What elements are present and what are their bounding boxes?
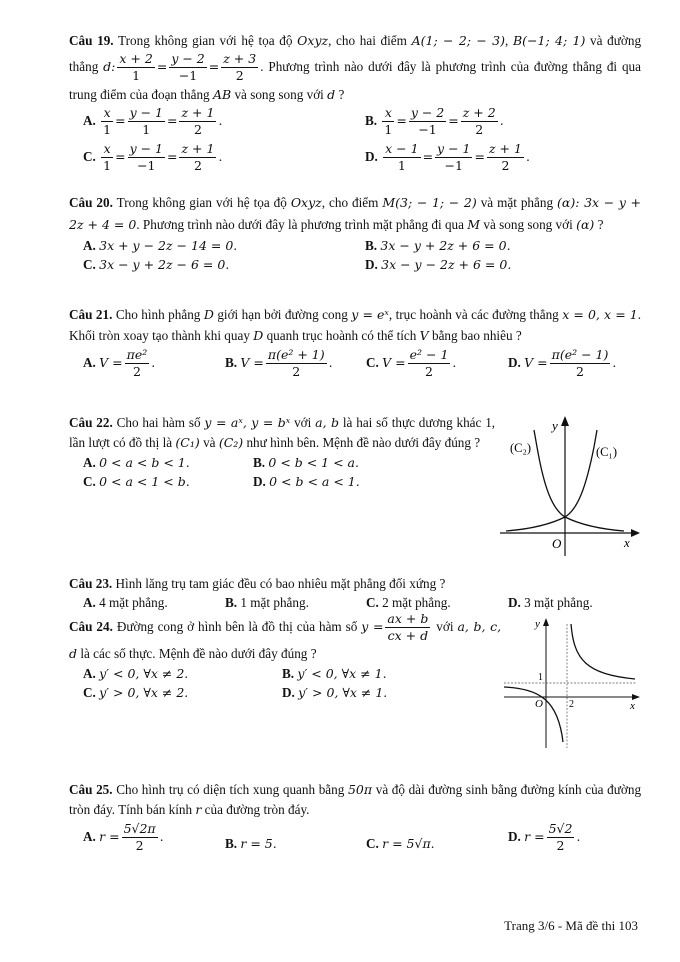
answer-options <box>69 236 641 276</box>
question-23: Câu 23. Hình lăng trụ tam giác đều có bao nhiêu mặt phẳng đối xứng ? A. 4 mặt phẳng. B. 1 mặt phẳng. C. 2 mặt phẳng. D. 3 mặt phẳng. <box>69 574 641 613</box>
question-number: Câu 22. <box>69 415 113 430</box>
option-c[interactable]: C. 2 mặt phẳng. <box>366 595 451 611</box>
question-25: Câu 25. Cho hình trụ có diện tích xung quanh bằng 50π và độ dài đường sinh bằng đường kính của đường tròn đáy. Tính bán kính r của đường tròn đáy. A. r = $\frac{5√2\pi}{2}$ . B. r = 5. C. r = 5√π. D. r = $\frac{5√2}{2}$ . <box>69 780 641 864</box>
answer-options <box>69 106 641 178</box>
origin-label: O <box>535 698 543 710</box>
rational-graph <box>500 612 644 750</box>
option-b[interactable]: B. 1 mặt phẳng. <box>225 595 309 611</box>
question-number: Câu 25. <box>69 782 113 797</box>
fraction: $\frac{\text{πe²}}{2}$ <box>126 347 148 380</box>
x-label: x <box>630 700 635 712</box>
option-b[interactable]: B. 0 < b < 1 < a. <box>253 455 359 470</box>
question-22: Câu 22. Cho hai hàm số y = aˣ, y = bˣ với a, b là hai số thực dương khác 1, lần lượt có đồ thị là (C₁) và (C₂) như hình bên. Mệnh đề nào dưới đây đúng ? A. 0 < a < b < 1. B. 0 < b < 1 < a. C. 0 < a < 1 < b. D. 0 < b < a < 1. <box>69 413 495 493</box>
option-d[interactable]: D. 3 mặt phẳng. <box>508 595 593 611</box>
option-c[interactable]: C. V = $\frac{\text{e² − 1}}{2}$ . <box>366 347 457 380</box>
tick-label-2: 2 <box>569 699 574 710</box>
option-b[interactable]: B. $\frac{x}{1}$ = $\frac{y - 2}{-1}$ = $\frac{z + 2}{2}$ . <box>365 104 504 138</box>
fraction: $\frac{\text{e² − 1}}{2}$ <box>409 347 449 380</box>
fraction: $\frac{z + 1}{2}$ <box>181 104 215 138</box>
y-label: y <box>552 418 558 433</box>
option-a[interactable]: A. $\frac{x}{1}$ = $\frac{y - 1}{1}$ = $\frac{z + 1}{2}$ . <box>83 104 223 138</box>
c1-label: (C₁) <box>596 445 618 459</box>
option-c[interactable]: C. $\frac{x}{1}$ = $\frac{y - 1}{-1}$ = $\frac{z + 1}{2}$ . <box>83 140 223 174</box>
curve-left-branch <box>504 687 563 742</box>
tick-label-1: 1 <box>538 672 543 683</box>
y-axis-arrow <box>561 416 569 426</box>
option-b[interactable]: B. r = 5. <box>225 836 277 851</box>
option-c[interactable]: C. r = 5√π. <box>366 836 435 851</box>
question-24: Câu 24. Đường cong ở hình bên là đồ thị của hàm số y = $\frac{ax + b}{cx + d}$ với a, b, c, d là các số thực. Mệnh đề nào dưới đây đúng ? A. y′ < 0, ∀x ≠ 2. B. y′ < 0, ∀x ≠ 1. C. y′ > 0, ∀x ≠ 2. D. y′ > 0, ∀x ≠ 1. <box>69 612 501 704</box>
y-axis-arrow <box>543 618 549 626</box>
origin-label: O <box>552 536 562 551</box>
option-c[interactable]: C. 0 < a < 1 < b. <box>83 474 190 489</box>
answer-options <box>69 820 641 864</box>
question-number: Câu 20. <box>69 195 113 210</box>
option-c[interactable]: C. 3x − y + 2z − 6 = 0. <box>83 257 230 272</box>
option-b[interactable]: B. 3x − y + 2z + 6 = 0. <box>365 238 511 253</box>
option-a[interactable]: A. 3x + y − 2z − 14 = 0. <box>83 238 238 253</box>
option-c[interactable]: C. y′ > 0, ∀x ≠ 2. <box>83 684 189 700</box>
fraction: $\frac{z + 2}{2}$ <box>462 104 496 138</box>
question-number: Câu 24. <box>69 618 113 634</box>
fraction: $\frac{z + 1}{2}$ <box>181 140 215 174</box>
option-d[interactable]: D. 3x − y − 2z + 6 = 0. <box>365 257 512 272</box>
x-axis-arrow <box>631 529 640 537</box>
question-number: Câu 19. <box>69 33 114 48</box>
question-number: Câu 21. <box>69 307 113 322</box>
fraction: $\frac{x + 2}{1}$ <box>119 51 153 84</box>
fraction: $\frac{z + 3}{2}$ <box>223 51 257 84</box>
answer-options <box>69 453 495 493</box>
x-label: x <box>624 535 630 550</box>
option-a[interactable]: A. 4 mặt phẳng. <box>83 595 168 611</box>
option-b[interactable]: B. y′ < 0, ∀x ≠ 1. <box>282 665 387 681</box>
fraction: $\frac{ax + b}{cx + d}$ <box>387 611 429 644</box>
fraction: $\frac{y - 1}{1}$ <box>129 104 163 138</box>
fraction: $\frac{z + 1}{2}$ <box>488 140 522 174</box>
fraction: $\frac{x}{1}$ <box>103 104 112 138</box>
fraction: $\frac{x - 1}{1}$ <box>385 140 419 174</box>
fraction: $\frac{5√2\pi}{2}$ <box>123 821 156 854</box>
question-19: Câu 19. Trong không gian với hệ tọa độ Oxyz, cho hai điểm A(1; − 2; − 3), B(−1; 4; 1) và đường thẳng d: $\frac{x + 2}{1}$ = $\frac{y - 2}{-1}$ = $\frac{z + 3}{2}$ . Phương trình nào dưới đây là phương trình của đường thẳng đi qua trung điểm của đoạn thẳng AB và song song với d ? A. $\frac{x}{1}$ = $\frac{y - 1}{1}$ = $\frac{z + 1}{2}$ . B. $\frac{x}{1}$ = $\frac{y - 2}{-1}$ = $\frac{z + 2}{2}$ . C. $\frac{x}{1}$ = $\frac{y - 1}{-1}$ = $\frac{z + 1}{2}$ . D. $\frac{x - 1}{1}$ = $\frac{y - 1}{-1}$ = $\frac{z + 1}{2}$ . <box>69 30 641 178</box>
c2-label: (C₂) <box>510 441 532 455</box>
option-d[interactable]: D. V = $\frac{\text{π(e² − 1)}}{2}$ . <box>508 347 617 380</box>
option-d[interactable]: D. 0 < b < a < 1. <box>253 474 360 489</box>
fraction: $\frac{x}{1}$ <box>103 140 112 174</box>
fraction: $\frac{x}{1}$ <box>384 104 393 138</box>
fraction: $\frac{\text{π(e² − 1)}}{2}$ <box>551 347 609 380</box>
fraction: $\frac{y - 2}{-1}$ <box>171 51 205 84</box>
option-d[interactable]: D. y′ > 0, ∀x ≠ 1. <box>282 684 388 700</box>
fraction: $\frac{\text{π(e² + 1)}}{2}$ <box>267 347 325 380</box>
option-a[interactable]: A. y′ < 0, ∀x ≠ 2. <box>83 665 189 681</box>
question-number: Câu 23. <box>69 576 113 591</box>
option-d[interactable]: D. $\frac{x - 1}{1}$ = $\frac{y - 1}{-1}$ = $\frac{z + 1}{2}$ . <box>365 140 530 174</box>
curve-right-branch <box>571 624 635 679</box>
option-a[interactable]: A. r = $\frac{5√2\pi}{2}$ . <box>83 821 164 854</box>
exponential-graph <box>496 412 646 558</box>
page-footer: Trang 3/6 - Mã đề thi 103 <box>504 918 638 933</box>
question-20: Câu 20. Trong không gian với hệ tọa độ Oxyz, cho điểm M(3; − 1; − 2) và mặt phẳng (α): 3x − y + 2z + 4 = 0. Phương trình nào dưới đây là phương trình mặt phẳng đi qua M và song song với (α) ? A. 3x + y − 2z − 14 = 0. B. 3x − y + 2z + 6 = 0. C. 3x − y + 2z − 6 = 0. D. 3x − y − 2z + 6 = 0. <box>69 192 641 276</box>
answer-options <box>69 346 641 390</box>
option-b[interactable]: B. V = $\frac{\text{π(e² + 1)}}{2}$ . <box>225 347 333 380</box>
fraction: $\frac{5√2}{2}$ <box>548 821 573 854</box>
y-label: y <box>535 618 540 630</box>
question-21: Câu 21. Cho hình phẳng D giới hạn bởi đường cong y = eˣ, trục hoành và các đường thẳng x = 0, x = 1. Khối tròn xoay tạo thành khi quay D quanh trục hoành có thể tích V bằng bao nhiêu ? A. V = $\frac{\text{πe²}}{2}$ . B. V = $\frac{\text{π(e² + 1)}}{2}$ . C. V = $\frac{\text{e² − 1}}{2}$ . D. V = $\frac{\text{π(e² − 1)}}{2}$ . <box>69 304 641 390</box>
fraction: $\frac{y - 1}{-1}$ <box>129 140 163 174</box>
option-a[interactable]: A. 0 < a < b < 1. <box>83 455 190 470</box>
fraction: $\frac{y - 1}{-1}$ <box>437 140 471 174</box>
fraction: $\frac{y - 2}{-1}$ <box>410 104 445 138</box>
option-d[interactable]: D. r = $\frac{5√2}{2}$ . <box>508 821 581 854</box>
answer-options <box>69 593 641 613</box>
option-a[interactable]: A. V = $\frac{\text{πe²}}{2}$ . <box>83 347 156 380</box>
answer-options <box>69 664 501 704</box>
